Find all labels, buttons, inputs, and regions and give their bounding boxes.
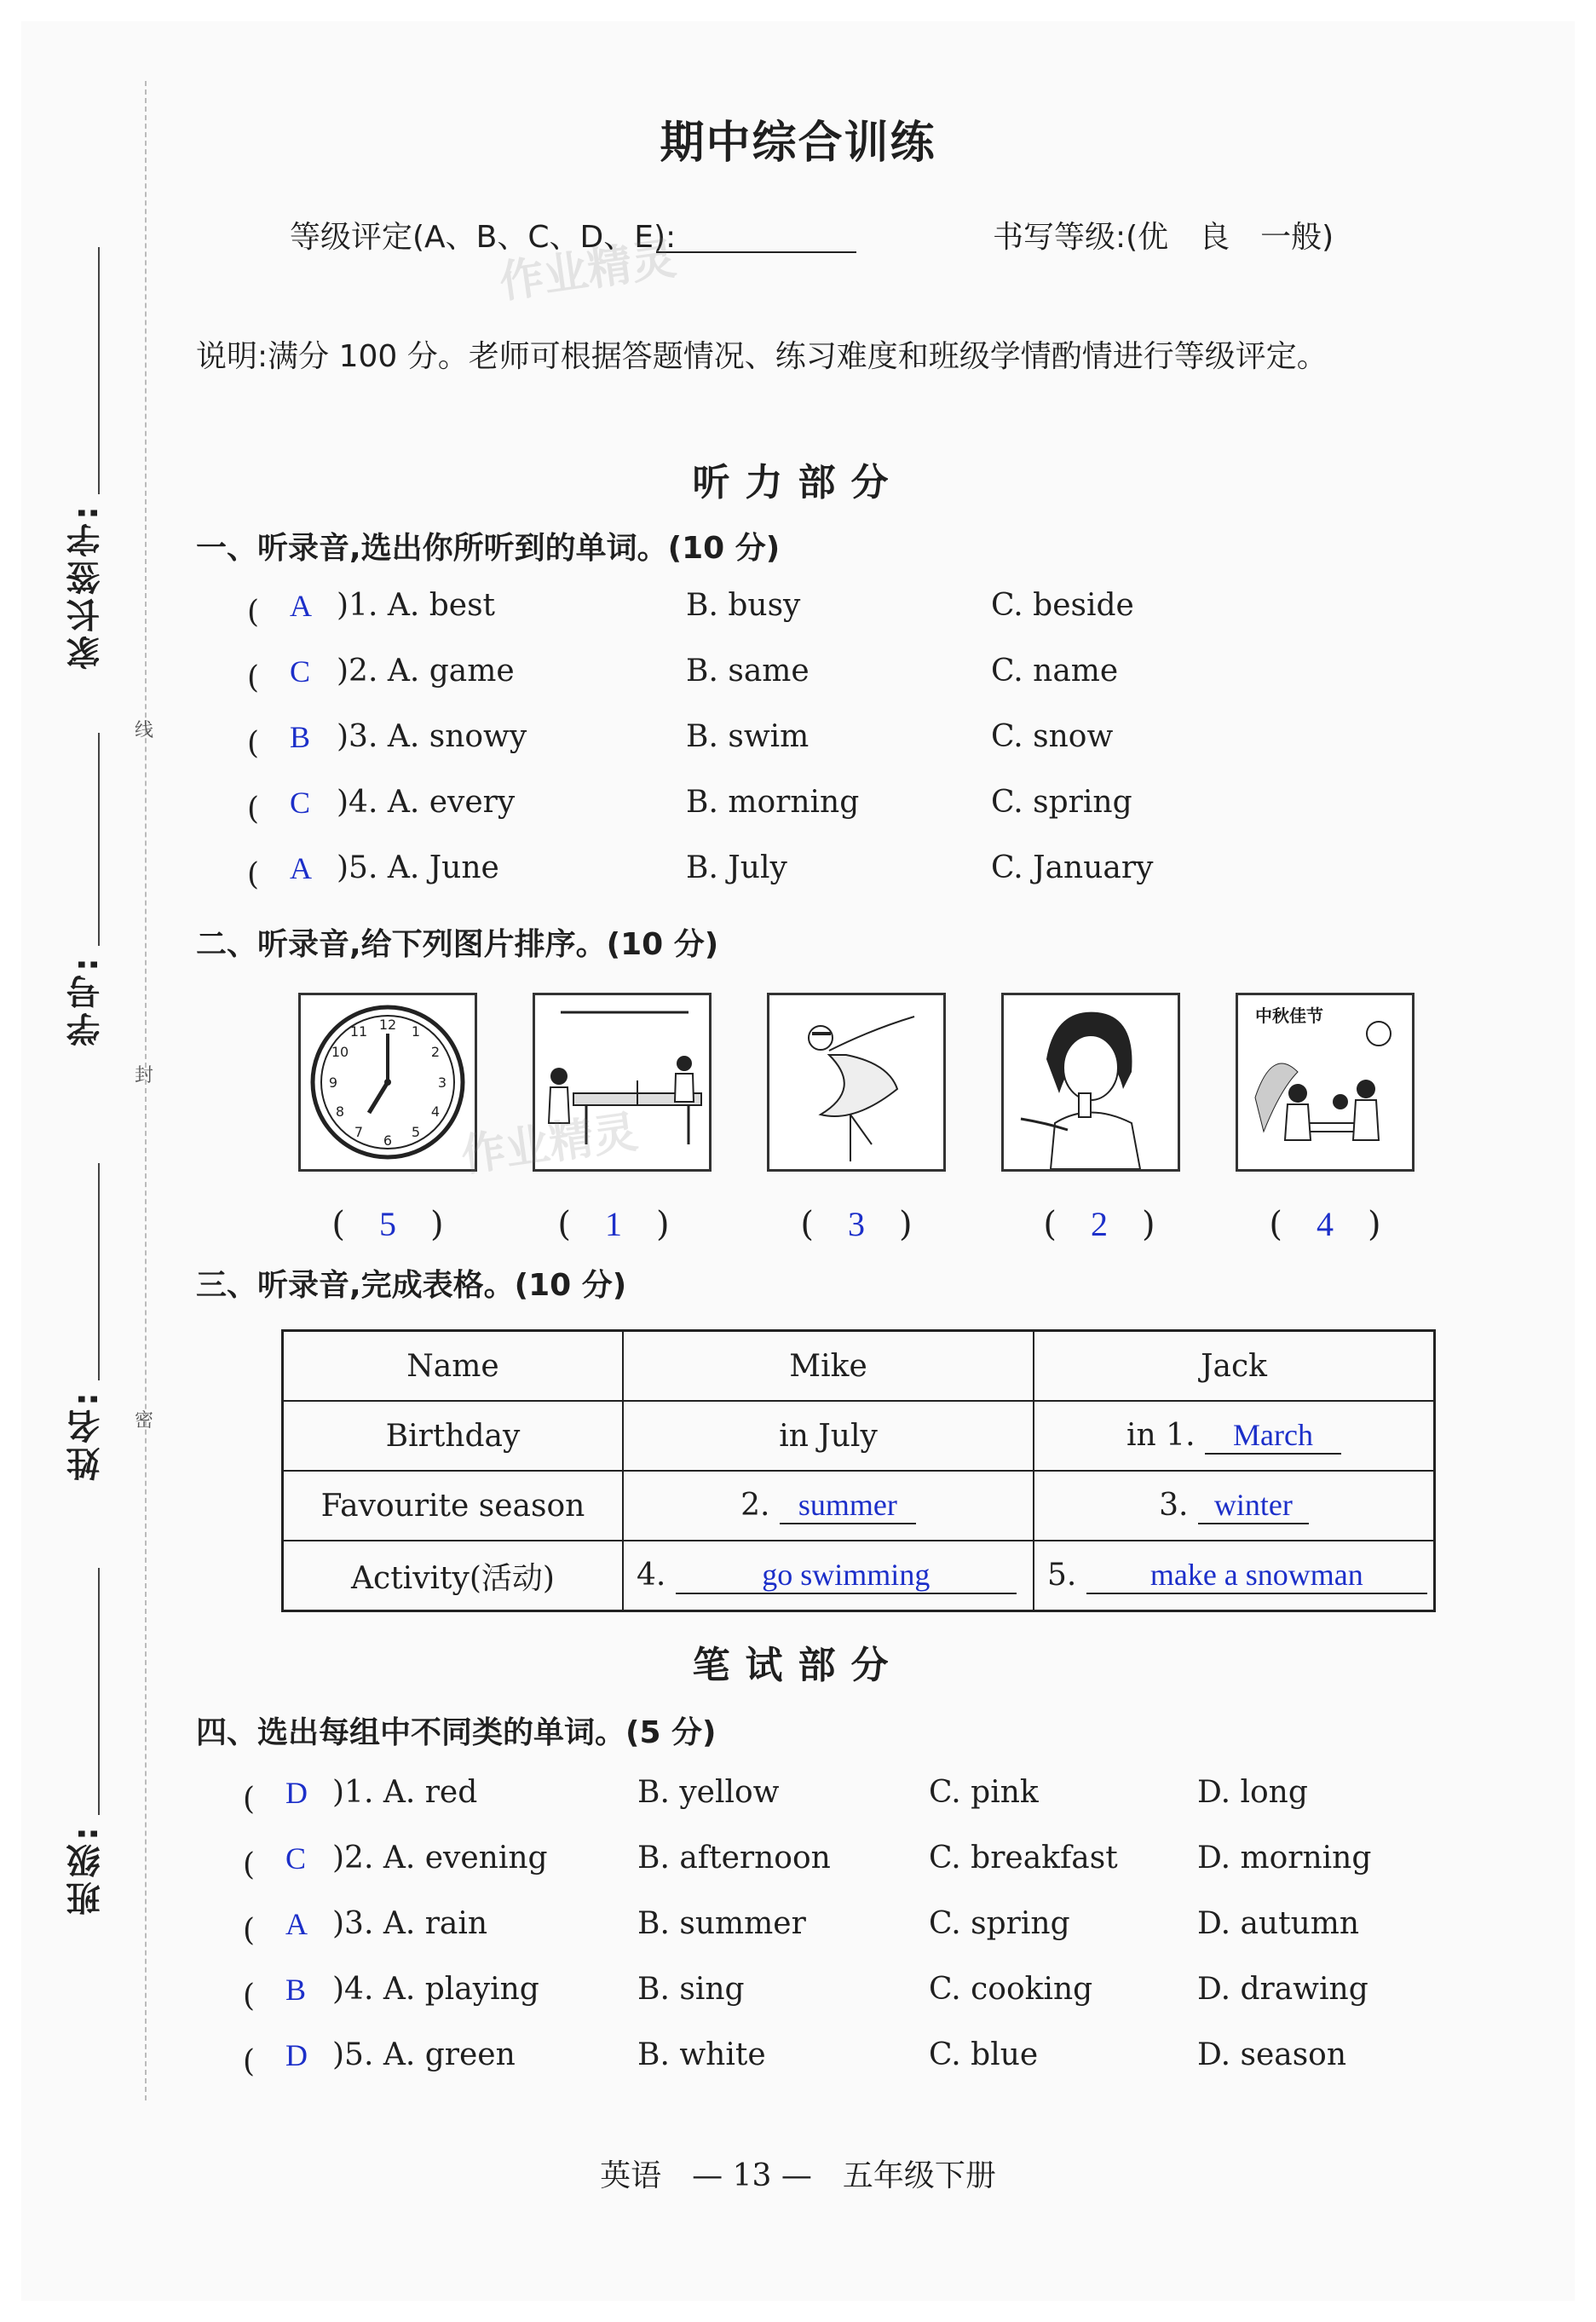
- option-d: D. drawing: [1197, 1972, 1368, 2007]
- svg-text:10: 10: [331, 1044, 349, 1060]
- picture-3: [767, 993, 946, 1172]
- list-item: [0, 719, 1596, 762]
- girl-icon: [1004, 995, 1178, 1169]
- clock-icon: [301, 995, 475, 1169]
- option-b: B. morning: [686, 785, 860, 820]
- student-name-label: 姓名:: [66, 1389, 106, 1481]
- svg-text:8: 8: [335, 1103, 345, 1120]
- row-label-season: Favourite season: [283, 1471, 624, 1541]
- header-mike: Mike: [623, 1331, 1034, 1402]
- answer-bracket[interactable]: ( C: [243, 1841, 307, 1882]
- list-item: [0, 785, 1596, 827]
- option-b: B. summer: [637, 1906, 806, 1941]
- svg-text:12: 12: [378, 1017, 397, 1033]
- option-d: D. long: [1197, 1775, 1308, 1810]
- answer-bracket[interactable]: ( B: [243, 1973, 307, 2014]
- jack-birthday-cell: in 1. March: [1034, 1401, 1435, 1471]
- picture-order-3[interactable]: ( 3 ): [800, 1205, 913, 1244]
- svg-text:3: 3: [437, 1075, 447, 1091]
- option-a: )3. A. rain: [332, 1906, 488, 1941]
- svg-text:6: 6: [383, 1132, 393, 1149]
- answer-bracket[interactable]: ( A: [247, 851, 313, 892]
- answer-bracket[interactable]: ( B: [247, 720, 311, 761]
- picture-4: [1001, 993, 1180, 1172]
- mike-activity-cell: 4. go swimming: [623, 1541, 1034, 1611]
- jack-activity-cell: 5. make a snowman: [1034, 1541, 1435, 1611]
- answer-bracket[interactable]: ( C: [247, 654, 311, 695]
- watermark-2: 作业精灵: [458, 1106, 641, 1183]
- option-c: C. spring: [929, 1906, 1070, 1941]
- student-number-line: [98, 733, 100, 946]
- q4-heading: 四、选出每组中不同类的单词。(5 分): [196, 1715, 717, 1750]
- table-row: [283, 1541, 1435, 1611]
- student-name-line: [98, 1163, 100, 1380]
- mike-season-cell: 2. summer: [623, 1471, 1034, 1541]
- dancer-icon: [769, 995, 943, 1169]
- option-b: B. white: [637, 2037, 766, 2072]
- picture-order-5[interactable]: ( 4 ): [1269, 1205, 1381, 1244]
- q3-heading: 三、听录音,完成表格。(10 分): [196, 1268, 627, 1303]
- writing-grade-label: 书写等级:(优 良 一般): [993, 220, 1334, 255]
- mike-birthday: in July: [623, 1401, 1034, 1471]
- option-b: B. busy: [686, 588, 801, 623]
- answer-bracket[interactable]: ( A: [247, 589, 313, 630]
- parent-signature-label: 家长签字:: [66, 503, 106, 670]
- answer-bracket[interactable]: ( D: [243, 2038, 308, 2079]
- answer-bracket[interactable]: ( C: [247, 786, 311, 827]
- list-item: [0, 1841, 1596, 1883]
- svg-text:11: 11: [349, 1023, 368, 1040]
- seal-char-seal: 封: [135, 1065, 154, 1086]
- mid-autumn-label: 中秋佳节: [1255, 1005, 1323, 1026]
- option-a: )1. A. best: [337, 588, 496, 623]
- row-label-activity: Activity(活动): [283, 1541, 624, 1611]
- header-jack: Jack: [1034, 1331, 1435, 1402]
- table-header-row: [283, 1331, 1435, 1402]
- option-b: B. sing: [637, 1972, 745, 2007]
- option-c: C. blue: [929, 2037, 1039, 2072]
- q3-table: [281, 1329, 1436, 1612]
- table-row: [283, 1471, 1435, 1541]
- option-a: )5. A. green: [332, 2037, 516, 2072]
- option-a: )1. A. red: [332, 1775, 478, 1810]
- mike-season-answer[interactable]: summer: [780, 1487, 916, 1524]
- grade-eval-blank[interactable]: [656, 251, 856, 253]
- header-name: Name: [283, 1331, 624, 1402]
- option-c: C. beside: [991, 588, 1134, 623]
- listening-section-title: 听力部分: [692, 461, 904, 504]
- answer-bracket[interactable]: ( D: [243, 1776, 308, 1817]
- option-a: )2. A. evening: [332, 1841, 548, 1875]
- option-c: C. name: [991, 654, 1119, 689]
- list-item: [0, 1906, 1596, 1949]
- grade-eval-label: 等级评定(A、B、C、D、E):: [290, 220, 677, 255]
- option-c: C. cooking: [929, 1972, 1093, 2007]
- picture-1: [298, 993, 477, 1172]
- written-section-title: 笔试部分: [692, 1644, 904, 1687]
- watermark: 作业精灵: [496, 233, 679, 309]
- jack-birthday-answer[interactable]: March: [1205, 1417, 1341, 1455]
- option-b: B. swim: [686, 719, 810, 754]
- list-item: [0, 2037, 1596, 2080]
- table-row: [283, 1401, 1435, 1471]
- picture-order-1[interactable]: ( 5 ): [331, 1205, 444, 1244]
- instructions-note: 说明:满分 100 分。老师可根据答题情况、练习难度和班级学情酌情进行等级评定。: [196, 339, 1328, 374]
- svg-text:7: 7: [354, 1124, 364, 1140]
- student-number-label: 学号:: [66, 954, 106, 1046]
- seal-char-dense: 密: [135, 1410, 154, 1432]
- option-a: )5. A. June: [337, 850, 499, 885]
- picture-order-4[interactable]: ( 2 ): [1043, 1205, 1155, 1244]
- svg-text:2: 2: [430, 1044, 441, 1060]
- list-item: [0, 654, 1596, 696]
- jack-season-cell: 3. winter: [1034, 1471, 1435, 1541]
- jack-activity-answer[interactable]: make a snowman: [1086, 1557, 1427, 1594]
- svg-text:4: 4: [430, 1103, 441, 1120]
- q2-heading: 二、听录音,给下列图片排序。(10 分): [196, 927, 719, 962]
- option-d: D. season: [1197, 2037, 1347, 2072]
- picture-order-2[interactable]: ( 1 ): [557, 1205, 670, 1244]
- class-label: 班级:: [66, 1824, 106, 1916]
- page-title: 期中综合训练: [660, 118, 936, 169]
- list-item: [0, 588, 1596, 631]
- picture-5: [1236, 993, 1415, 1172]
- answer-bracket[interactable]: ( A: [243, 1907, 308, 1948]
- option-a: )2. A. game: [337, 654, 515, 689]
- svg-text:9: 9: [328, 1075, 338, 1091]
- list-item: [0, 850, 1596, 893]
- option-d: D. autumn: [1197, 1906, 1360, 1941]
- seal-char-line: 线: [135, 720, 154, 741]
- svg-text:1: 1: [411, 1023, 421, 1040]
- mike-activity-answer[interactable]: go swimming: [676, 1557, 1017, 1594]
- option-b: B. same: [686, 654, 810, 689]
- jack-season-answer[interactable]: winter: [1198, 1487, 1309, 1524]
- option-b: B. yellow: [637, 1775, 780, 1810]
- list-item: [0, 1972, 1596, 2014]
- option-b: B. July: [686, 850, 787, 885]
- option-c: C. breakfast: [929, 1841, 1118, 1875]
- option-a: )3. A. snowy: [337, 719, 527, 754]
- page-footer: 英语 — 13 — 五年级下册: [600, 2158, 996, 2193]
- option-a: )4. A. playing: [332, 1972, 539, 2007]
- option-c: C. spring: [991, 785, 1132, 820]
- option-c: C. snow: [991, 719, 1114, 754]
- option-c: C. pink: [929, 1775, 1039, 1810]
- option-b: B. afternoon: [637, 1841, 831, 1875]
- svg-text:5: 5: [411, 1124, 421, 1140]
- option-a: )4. A. every: [337, 785, 516, 820]
- option-d: D. morning: [1197, 1841, 1372, 1875]
- list-item: [0, 1775, 1596, 1818]
- q1-heading: 一、听录音,选出你所听到的单词。(10 分): [196, 531, 781, 566]
- option-c: C. January: [991, 850, 1154, 885]
- row-label-birthday: Birthday: [283, 1401, 624, 1471]
